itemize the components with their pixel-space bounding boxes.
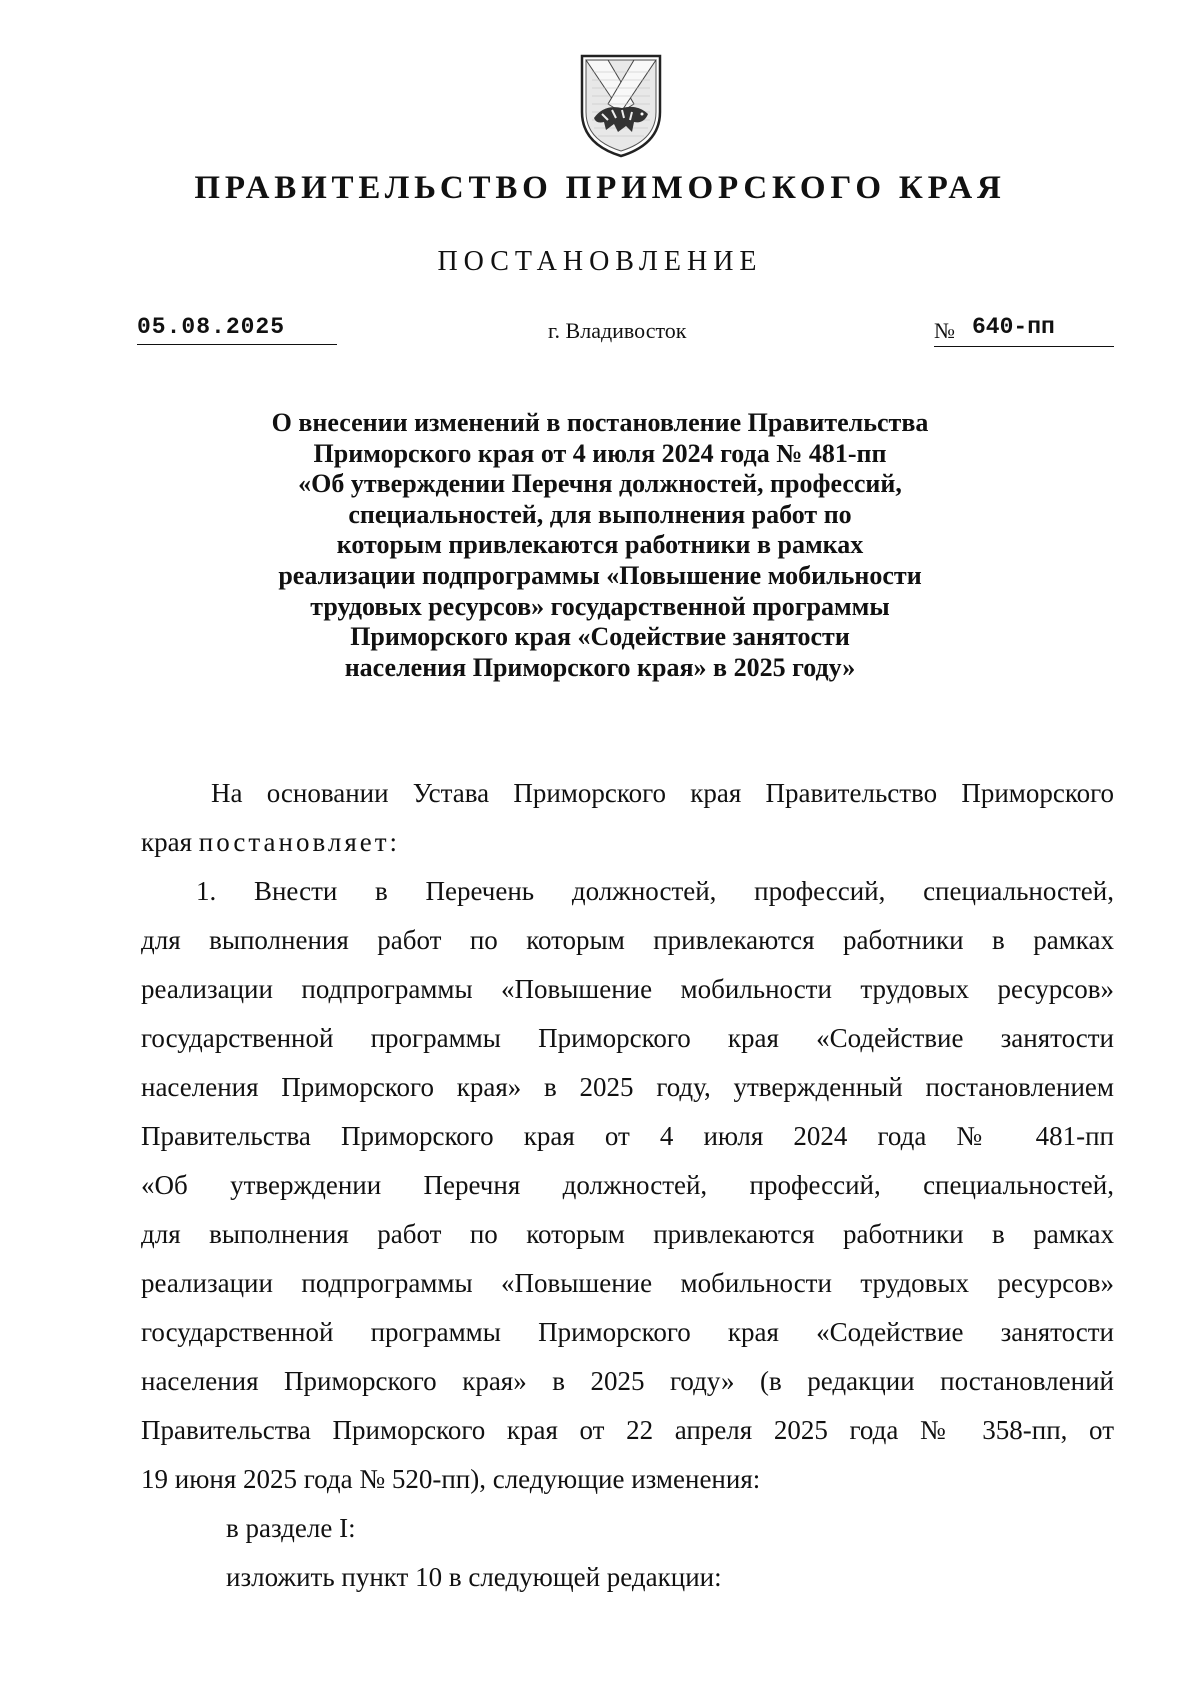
body-line: Правительства Приморского края от 22 апреля 2025 года № 358-пп, от <box>141 1415 1114 1445</box>
subject-line: Приморского края от 4 июля 2024 года № 481-пп <box>313 438 887 468</box>
number-underline <box>934 346 1114 347</box>
body-line: изложить пункт 10 в следующей редакции: <box>226 1562 722 1592</box>
subject-line: которым привлекаются работники в рамках <box>336 530 864 560</box>
body-text-spaced: постановляет: <box>198 827 401 857</box>
body-line: государственной программы Приморского края «Содействие занятости <box>141 1317 1114 1347</box>
government-title: ПРАВИТЕЛЬСТВО ПРИМОРСКОГО КРАЯ <box>194 170 1006 206</box>
document-subject <box>0 408 1200 683</box>
body-line: населения Приморского края» в 2025 году» (в редакции постановлений <box>141 1366 1114 1396</box>
body-line: реализации подпрограммы «Повышение мобильности трудовых ресурсов» <box>141 1268 1114 1298</box>
date-underline <box>137 344 337 345</box>
subject-line: специальностей, для выполнения работ по <box>348 499 852 529</box>
body-line: в разделе I: <box>226 1513 356 1543</box>
body-line: населения Приморского края» в 2025 году, утвержденный постановлением <box>141 1072 1114 1102</box>
body-line: реализации подпрограммы «Повышение мобильности трудовых ресурсов» <box>141 974 1114 1004</box>
body-line: 19 июня 2025 года № 520-пп), следующие изменения: <box>141 1464 761 1494</box>
subject-line: населения Приморского края» в 2025 году» <box>344 652 856 682</box>
body-line <box>141 824 641 860</box>
body-line: для выполнения работ по которым привлекаются работники в рамках <box>141 925 1114 955</box>
body-line: 1. Внести в Перечень должностей, профессий, специальностей, <box>196 876 1114 906</box>
number-sign: № <box>934 318 955 343</box>
subject-line: трудовых ресурсов» государственной программы <box>310 591 890 621</box>
body-text-plain: края <box>141 827 199 857</box>
subject-line: Приморского края «Содействие занятости <box>350 622 850 652</box>
body-line: для выполнения работ по которым привлекаются работники в рамках <box>141 1219 1114 1249</box>
document-date: 05.08.2025 <box>137 314 286 340</box>
document-city: г. Владивосток <box>548 318 687 343</box>
body-line: «Об утверждении Перечня должностей, профессий, специальностей, <box>141 1170 1114 1200</box>
body-line: На основании Устава Приморского края Правительство Приморского <box>211 778 1114 808</box>
body-line: государственной программы Приморского края «Содействие занятости <box>141 1023 1114 1053</box>
document-number: 640-пп <box>972 314 1055 340</box>
subject-line: «Об утверждении Перечня должностей, профессий, <box>298 469 902 499</box>
coat-of-arms-emblem <box>578 52 664 160</box>
body-line: Правительства Приморского края от 4 июля 2024 года № 481-пп <box>141 1121 1114 1151</box>
subject-line: О внесении изменений в постановление Правительства <box>271 408 929 437</box>
subject-line: реализации подпрограммы «Повышение мобильности <box>278 560 922 590</box>
document-type: ПОСТАНОВЛЕНИЕ <box>437 246 763 277</box>
